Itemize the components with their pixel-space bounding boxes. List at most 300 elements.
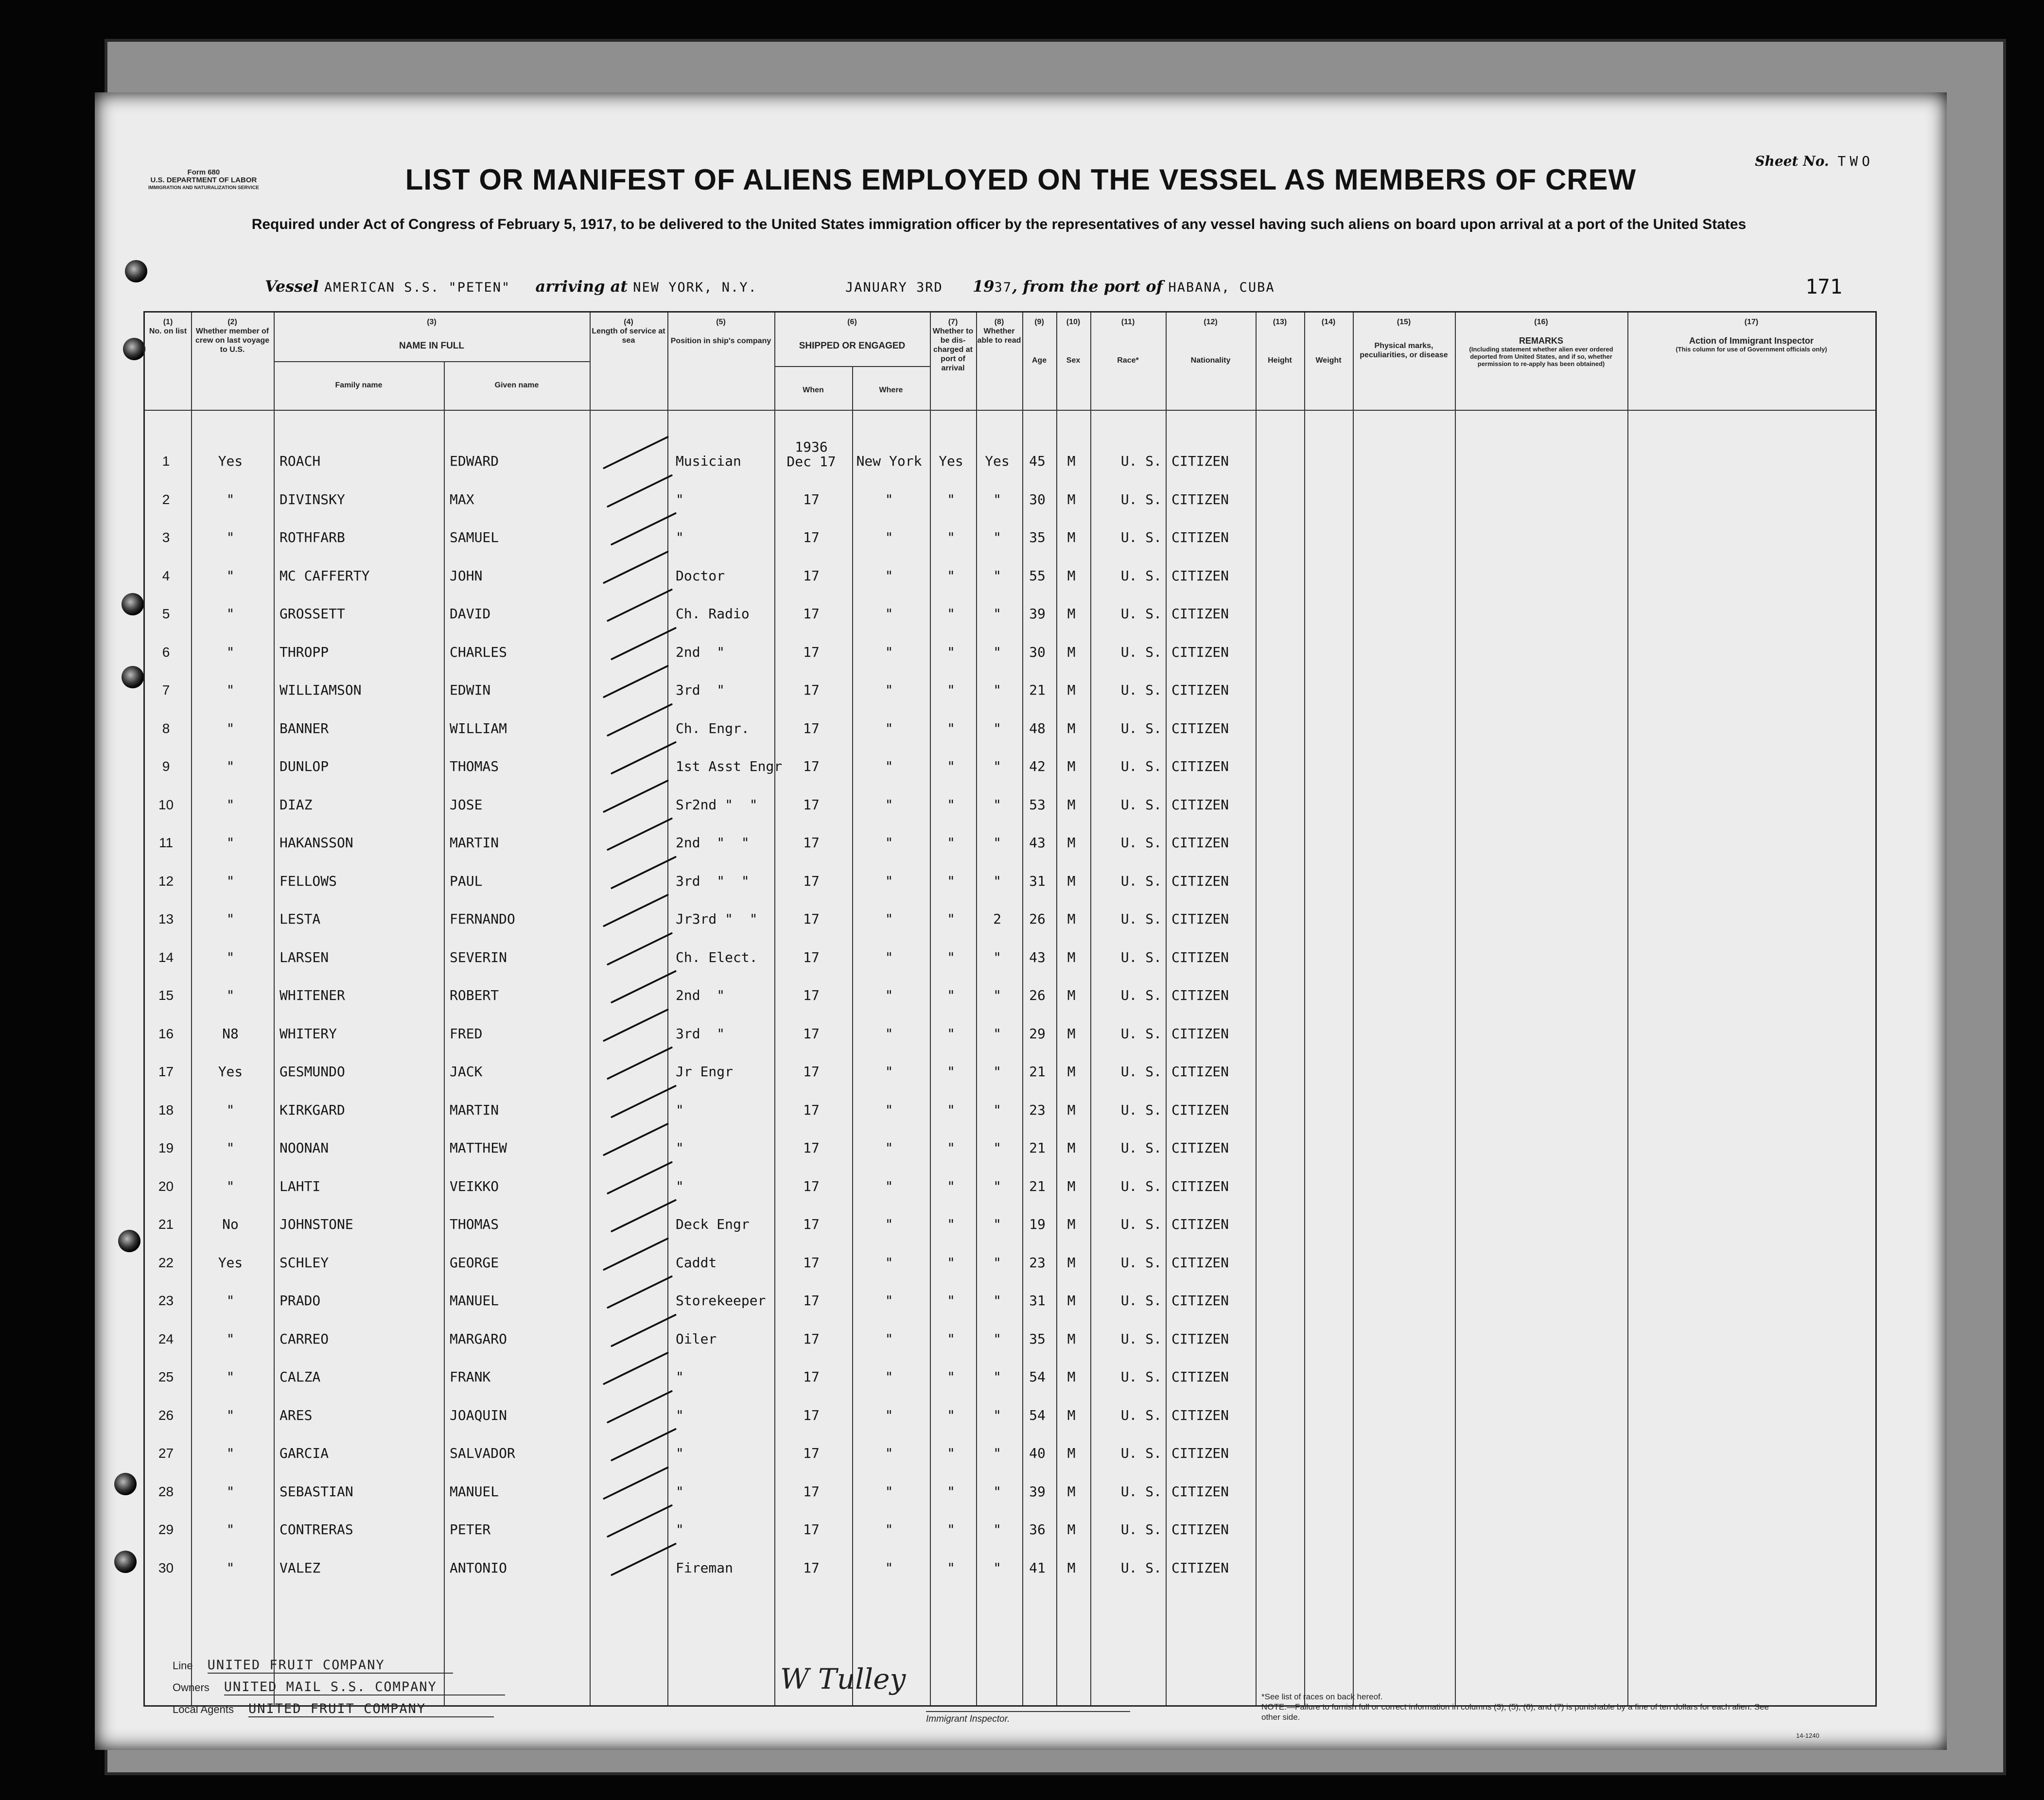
read-cell: " xyxy=(993,1330,1001,1347)
row-number: 21 xyxy=(158,1217,174,1232)
age-cell: 42 xyxy=(1029,758,1046,774)
shipped-when-cell: 17 xyxy=(803,949,820,965)
last-voyage-cell: " xyxy=(226,529,235,545)
shipped-where-cell: " xyxy=(885,1254,893,1271)
row-number: 18 xyxy=(158,1102,174,1118)
sex-cell: M xyxy=(1067,873,1076,889)
shipped-where-cell: " xyxy=(885,529,893,545)
shipped-when-cell: 17 xyxy=(803,1101,820,1118)
read-cell: " xyxy=(993,1521,1001,1538)
last-voyage-cell: No xyxy=(222,1216,239,1232)
binder-hole xyxy=(123,338,145,360)
age-cell: 54 xyxy=(1029,1369,1046,1385)
given-name-cell: FERNANDO xyxy=(450,911,515,927)
last-voyage-cell: " xyxy=(226,1483,235,1500)
shipped-when-cell: 17 xyxy=(803,1483,820,1500)
nationality-cell: CITIZEN xyxy=(1171,1445,1229,1461)
discharge-cell: " xyxy=(947,1178,955,1194)
last-voyage-cell: " xyxy=(226,1101,235,1118)
position-cell: Deck Engr xyxy=(676,1216,750,1232)
family-name-cell: LARSEN xyxy=(280,949,329,965)
last-voyage-cell: " xyxy=(226,606,235,622)
last-voyage-cell: " xyxy=(226,1559,235,1576)
shipped-when-cell: 17 xyxy=(803,1254,820,1271)
given-name-cell: MARGARO xyxy=(450,1330,507,1347)
table-row xyxy=(145,434,1875,472)
service-check-mark xyxy=(603,664,669,698)
read-cell: " xyxy=(993,682,1001,698)
table-row xyxy=(145,1426,1875,1464)
shipped-where-cell: " xyxy=(885,1025,893,1042)
family-name-cell: KIRKGARD xyxy=(280,1101,345,1118)
row-number: 24 xyxy=(158,1331,174,1346)
position-cell: " xyxy=(676,1445,684,1461)
last-voyage-cell: " xyxy=(226,1521,235,1538)
age-cell: 39 xyxy=(1029,606,1046,622)
last-voyage-cell: N8 xyxy=(222,1025,239,1042)
position-cell: Oiler xyxy=(676,1330,717,1347)
sheet-value: TWO xyxy=(1837,153,1874,169)
nationality-cell: CITIZEN xyxy=(1171,1407,1229,1423)
sex-cell: M xyxy=(1067,1254,1076,1271)
nationality-cell: CITIZEN xyxy=(1171,644,1229,660)
nationality-cell: CITIZEN xyxy=(1171,987,1229,1003)
sheet-label: Sheet No. xyxy=(1755,153,1829,169)
shipped-where-cell: " xyxy=(885,1178,893,1194)
service-check-mark xyxy=(603,550,669,584)
sex-cell: M xyxy=(1067,682,1076,698)
read-cell: " xyxy=(993,987,1001,1003)
service-check-mark xyxy=(603,779,669,813)
form-service: IMMIGRATION AND NATURALIZATION SERVICE xyxy=(148,185,259,191)
shipped-where-cell: " xyxy=(885,682,893,698)
last-voyage-cell: " xyxy=(226,720,235,736)
nationality-cell: CITIZEN xyxy=(1171,529,1229,545)
table-row xyxy=(145,854,1875,892)
race-cell: U. S. xyxy=(1120,1293,1162,1309)
race-cell: U. S. xyxy=(1120,491,1162,507)
table-row xyxy=(145,1159,1875,1197)
sex-cell: M xyxy=(1067,567,1076,584)
shipped-when-cell: 17 xyxy=(803,1216,820,1232)
row-number: 10 xyxy=(158,797,174,812)
race-cell: U. S. xyxy=(1120,453,1162,469)
discharge-cell: " xyxy=(947,529,955,545)
discharge-cell: " xyxy=(947,644,955,660)
vessel-label: Vessel xyxy=(265,277,319,296)
read-cell: " xyxy=(993,1064,1001,1080)
given-name-cell: ANTONIO xyxy=(450,1559,507,1576)
given-name-cell: EDWARD xyxy=(450,453,499,469)
family-name-cell: WHITERY xyxy=(280,1025,337,1042)
service-check-mark xyxy=(607,817,673,851)
col-header-9: (9) Age xyxy=(1031,318,1047,365)
form-number: Form 680 xyxy=(187,168,220,176)
table-row xyxy=(145,1045,1875,1083)
given-name-cell: DAVID xyxy=(450,606,491,622)
read-cell: " xyxy=(993,1025,1001,1042)
service-check-mark xyxy=(611,1428,677,1461)
shipped-where-cell: New York xyxy=(856,453,922,469)
nationality-cell: CITIZEN xyxy=(1171,453,1229,469)
discharge-cell: Yes xyxy=(939,453,963,469)
row-number: 7 xyxy=(162,682,170,698)
family-name-cell: HAKANSSON xyxy=(280,835,353,851)
service-check-mark xyxy=(607,1161,673,1194)
given-name-cell: EDWIN xyxy=(450,682,491,698)
col-header-13: (13) Height xyxy=(1268,318,1292,365)
service-check-mark xyxy=(603,1008,669,1042)
table-row xyxy=(145,968,1875,1006)
shipped-when-cell: 17 xyxy=(803,644,820,660)
position-cell: 2nd " xyxy=(676,644,725,660)
row-number: 9 xyxy=(162,759,170,774)
nationality-cell: CITIZEN xyxy=(1171,1483,1229,1500)
service-check-mark xyxy=(611,1542,677,1576)
given-name-cell: PETER xyxy=(450,1521,491,1538)
race-cell: U. S. xyxy=(1120,529,1162,545)
family-name-cell: CONTRERAS xyxy=(280,1521,353,1538)
service-check-mark xyxy=(603,893,669,927)
family-name-cell: NOONAN xyxy=(280,1140,329,1156)
sex-cell: M xyxy=(1067,1330,1076,1347)
given-name-cell: MANUEL xyxy=(450,1483,499,1500)
nationality-cell: CITIZEN xyxy=(1171,1101,1229,1118)
table-row xyxy=(145,625,1875,663)
page-number: 171 xyxy=(1805,275,1842,298)
service-check-mark xyxy=(607,1390,673,1423)
family-name-cell: WHITENER xyxy=(280,987,345,1003)
sex-cell: M xyxy=(1067,453,1076,469)
family-name-cell: BANNER xyxy=(280,720,329,736)
shipped-where-cell: " xyxy=(885,1140,893,1156)
row-number: 25 xyxy=(158,1369,174,1384)
age-cell: 35 xyxy=(1029,1330,1046,1347)
shipped-where-cell: " xyxy=(885,1293,893,1309)
shipped-when-cell: 17 xyxy=(803,720,820,736)
race-cell: U. S. xyxy=(1120,1216,1162,1232)
discharge-cell: " xyxy=(947,1559,955,1576)
position-cell: 1st Asst Engr xyxy=(676,758,783,774)
read-cell: " xyxy=(993,720,1001,736)
footer-line-value: UNITED FRUIT COMPANY xyxy=(208,1658,453,1674)
from-label: from the port of xyxy=(1023,277,1163,296)
age-cell: 35 xyxy=(1029,529,1046,545)
table-row xyxy=(145,549,1875,587)
last-voyage-cell: " xyxy=(226,567,235,584)
race-cell: U. S. xyxy=(1120,1178,1162,1194)
table-row xyxy=(145,701,1875,739)
read-cell: " xyxy=(993,1178,1001,1194)
race-cell: U. S. xyxy=(1120,720,1162,736)
sex-cell: M xyxy=(1067,758,1076,774)
read-cell: " xyxy=(993,606,1001,622)
row-number: 1 xyxy=(162,454,170,469)
position-cell: " xyxy=(676,1140,684,1156)
family-name-cell: PRADO xyxy=(280,1293,321,1309)
row-number: 13 xyxy=(158,911,174,926)
read-cell: " xyxy=(993,1254,1001,1271)
sex-cell: M xyxy=(1067,491,1076,507)
age-cell: 53 xyxy=(1029,796,1046,813)
given-name-cell: CHARLES xyxy=(450,644,507,660)
col-header-3: (3) NAME IN FULL xyxy=(399,318,465,351)
read-cell: " xyxy=(993,1369,1001,1385)
given-name-cell: MATTHEW xyxy=(450,1140,507,1156)
age-cell: 36 xyxy=(1029,1521,1046,1538)
row-number: 30 xyxy=(158,1560,174,1575)
table-row xyxy=(145,1388,1875,1426)
position-cell: " xyxy=(676,1369,684,1385)
read-cell: " xyxy=(993,1140,1001,1156)
race-cell: U. S. xyxy=(1120,1140,1162,1156)
last-voyage-cell: " xyxy=(226,491,235,507)
sex-cell: M xyxy=(1067,1025,1076,1042)
age-cell: 41 xyxy=(1029,1559,1046,1576)
footer-agents: Local Agents UNITED FRUIT COMPANY xyxy=(173,1701,494,1716)
service-check-mark xyxy=(607,1046,673,1080)
row-number: 29 xyxy=(158,1522,174,1537)
shipped-where-cell: " xyxy=(885,491,893,507)
row-number: 26 xyxy=(158,1407,174,1423)
col-header-2: (2) Whether member of crew on last voyage to U.S. xyxy=(195,318,270,354)
race-note: *See list of races on back hereof. xyxy=(1261,1692,1383,1701)
position-cell: " xyxy=(676,1407,684,1423)
page-title: LIST OR MANIFEST OF ALIENS EMPLOYED ON THE VESSEL AS MEMBERS OF CREW xyxy=(405,163,1637,196)
discharge-cell: " xyxy=(947,1407,955,1423)
position-cell: 2nd " " xyxy=(676,835,750,851)
nationality-cell: CITIZEN xyxy=(1171,720,1229,736)
family-name-cell: DUNLOP xyxy=(280,758,329,774)
year-suffix: 37 xyxy=(994,280,1012,295)
table-row xyxy=(145,1503,1875,1540)
nationality-cell: CITIZEN xyxy=(1171,491,1229,507)
discharge-cell: " xyxy=(947,1293,955,1309)
last-voyage-cell: Yes xyxy=(218,1254,243,1271)
shipped-when-cell: 17 xyxy=(803,567,820,584)
position-cell: Storekeeper xyxy=(676,1293,766,1309)
col-header-3a: Family name xyxy=(335,381,383,389)
race-cell: U. S. xyxy=(1120,1369,1162,1385)
form-code: 14-1240 xyxy=(1796,1732,1819,1739)
age-cell: 23 xyxy=(1029,1101,1046,1118)
given-name-cell: JOAQUIN xyxy=(450,1407,507,1423)
sex-cell: M xyxy=(1067,606,1076,622)
nationality-cell: CITIZEN xyxy=(1171,1025,1229,1042)
age-cell: 21 xyxy=(1029,682,1046,698)
race-cell: U. S. xyxy=(1120,644,1162,660)
discharge-cell: " xyxy=(947,1101,955,1118)
vessel-name: AMERICAN S.S. "PETEN" xyxy=(324,280,511,295)
last-voyage-cell: " xyxy=(226,835,235,851)
table-row xyxy=(145,1236,1875,1274)
nationality-cell: CITIZEN xyxy=(1171,1140,1229,1156)
age-cell: 39 xyxy=(1029,1483,1046,1500)
table-row xyxy=(145,930,1875,968)
discharge-cell: " xyxy=(947,567,955,584)
sex-cell: M xyxy=(1067,720,1076,736)
shipped-where-cell: " xyxy=(885,873,893,889)
discharge-cell: " xyxy=(947,949,955,965)
sex-cell: M xyxy=(1067,1407,1076,1423)
read-cell: 2 xyxy=(993,911,1001,927)
table-row xyxy=(145,892,1875,930)
shipped-where-cell: " xyxy=(885,567,893,584)
shipped-where-cell: " xyxy=(885,1330,893,1347)
sex-cell: M xyxy=(1067,1369,1076,1385)
family-name-cell: FELLOWS xyxy=(280,873,337,889)
shipped-when-cell: 17 xyxy=(803,1445,820,1461)
race-cell: U. S. xyxy=(1120,835,1162,851)
sex-cell: M xyxy=(1067,1101,1076,1118)
age-cell: 55 xyxy=(1029,567,1046,584)
service-check-mark xyxy=(611,1313,677,1347)
shipped-when-cell: 17 xyxy=(803,1559,820,1576)
age-cell: 54 xyxy=(1029,1407,1046,1423)
last-voyage-cell: " xyxy=(226,682,235,698)
discharge-cell: " xyxy=(947,911,955,927)
last-voyage-cell: " xyxy=(226,987,235,1003)
sex-cell: M xyxy=(1067,529,1076,545)
sex-cell: M xyxy=(1067,796,1076,813)
age-cell: 43 xyxy=(1029,949,1046,965)
sex-cell: M xyxy=(1067,1483,1076,1500)
col-header-6: (6) SHIPPED OR ENGAGED xyxy=(799,318,906,351)
race-cell: U. S. xyxy=(1120,567,1162,584)
shipped-when-cell: 17 xyxy=(803,1369,820,1385)
given-name-cell: JOHN xyxy=(450,567,483,584)
read-cell: " xyxy=(993,1445,1001,1461)
given-name-cell: THOMAS xyxy=(450,1216,499,1232)
race-cell: U. S. xyxy=(1120,606,1162,622)
family-name-cell: THROPP xyxy=(280,644,329,660)
read-cell: " xyxy=(993,796,1001,813)
shipped-where-cell: " xyxy=(885,758,893,774)
discharge-cell: " xyxy=(947,606,955,622)
discharge-cell: " xyxy=(947,1025,955,1042)
age-cell: 31 xyxy=(1029,873,1046,889)
discharge-cell: " xyxy=(947,987,955,1003)
penalty-note: NOTE.—Failure to furnish full or correct information in columns (3), (5), (6), and (7) is punishable by a fine of ten dollars for each alien. See other side. xyxy=(1261,1702,1769,1722)
shipped-where-cell: " xyxy=(885,1407,893,1423)
discharge-cell: " xyxy=(947,1330,955,1347)
service-check-mark xyxy=(611,741,677,774)
service-check-mark xyxy=(607,1504,673,1538)
race-cell: U. S. xyxy=(1120,1445,1162,1461)
shipped-when-cell: 17 xyxy=(803,1178,820,1194)
given-name-cell: PAUL xyxy=(450,873,483,889)
position-cell: 3rd " xyxy=(676,682,725,698)
last-voyage-cell: Yes xyxy=(218,1064,243,1080)
last-voyage-cell: " xyxy=(226,911,235,927)
read-cell: " xyxy=(993,758,1001,774)
binder-hole xyxy=(125,260,147,282)
given-name-cell: ROBERT xyxy=(450,987,499,1003)
col-header-17: (17) Action of Immigrant Inspector (This column for use of Government officials only) xyxy=(1676,318,1827,353)
last-voyage-cell: " xyxy=(226,644,235,660)
position-cell: " xyxy=(676,1521,684,1538)
position-cell: " xyxy=(676,491,684,507)
binder-hole xyxy=(118,1230,140,1252)
race-cell: U. S. xyxy=(1120,949,1162,965)
nationality-cell: CITIZEN xyxy=(1171,1293,1229,1309)
nationality-cell: CITIZEN xyxy=(1171,1521,1229,1538)
position-cell: Ch. Engr. xyxy=(676,720,750,736)
discharge-cell: " xyxy=(947,1064,955,1080)
table-row xyxy=(145,663,1875,701)
position-cell: Caddt xyxy=(676,1254,717,1271)
family-name-cell: DIVINSKY xyxy=(280,491,345,507)
read-cell: " xyxy=(993,1407,1001,1423)
age-cell: 30 xyxy=(1029,491,1046,507)
nationality-cell: CITIZEN xyxy=(1171,1178,1229,1194)
table-row xyxy=(145,510,1875,548)
shipped-where-cell: " xyxy=(885,606,893,622)
sex-cell: M xyxy=(1067,987,1076,1003)
nationality-cell: CITIZEN xyxy=(1171,873,1229,889)
position-cell: Jr Engr xyxy=(676,1064,734,1080)
table-row xyxy=(145,1083,1875,1121)
family-name-cell: JOHNSTONE xyxy=(280,1216,353,1232)
last-voyage-cell: " xyxy=(226,949,235,965)
given-name-cell: MAX xyxy=(450,491,474,507)
nationality-cell: CITIZEN xyxy=(1171,606,1229,622)
shipped-when-cell: 17 xyxy=(803,911,820,927)
family-name-cell: CALZA xyxy=(280,1369,321,1385)
table-row xyxy=(145,587,1875,625)
arrival-date: JANUARY 3RD xyxy=(845,280,943,295)
last-voyage-cell: Yes xyxy=(218,453,243,469)
discharge-cell: " xyxy=(947,491,955,507)
shipped-where-cell: " xyxy=(885,644,893,660)
family-name-cell: WILLIAMSON xyxy=(280,682,362,698)
race-cell: U. S. xyxy=(1120,911,1162,927)
given-name-cell: SALVADOR xyxy=(450,1445,515,1461)
discharge-cell: " xyxy=(947,835,955,851)
last-voyage-cell: " xyxy=(226,1178,235,1194)
position-cell: Ch. Radio xyxy=(676,606,750,622)
race-cell: U. S. xyxy=(1120,758,1162,774)
position-cell: Jr3rd " " xyxy=(676,911,758,927)
col-header-7: (7) Whether to be dis-charged at port of arrival xyxy=(932,318,974,372)
row-number: 11 xyxy=(158,835,174,850)
read-cell: " xyxy=(993,835,1001,851)
race-cell: U. S. xyxy=(1120,1101,1162,1118)
read-cell: " xyxy=(993,1216,1001,1232)
col-header-4: (4) Length of service at sea xyxy=(592,318,665,345)
shipped-where-cell: " xyxy=(885,1216,893,1232)
age-cell: 31 xyxy=(1029,1293,1046,1309)
read-cell: " xyxy=(993,567,1001,584)
header-divider xyxy=(145,410,1875,411)
service-check-mark xyxy=(611,1199,677,1232)
year-prefix: 19 xyxy=(972,277,995,296)
race-cell: U. S. xyxy=(1120,1064,1162,1080)
row-number: 20 xyxy=(158,1178,174,1194)
given-name-cell: FRED xyxy=(450,1025,483,1042)
age-cell: 26 xyxy=(1029,911,1046,927)
row-number: 8 xyxy=(162,720,170,736)
discharge-cell: " xyxy=(947,1445,955,1461)
shipped-when-cell: 17 xyxy=(803,491,820,507)
nationality-cell: CITIZEN xyxy=(1171,1369,1229,1385)
last-voyage-cell: " xyxy=(226,1293,235,1309)
discharge-cell: " xyxy=(947,1521,955,1538)
service-check-mark xyxy=(607,1275,673,1309)
footer-line: Line UNITED FRUIT COMPANY xyxy=(173,1658,453,1673)
service-check-mark xyxy=(603,1351,669,1385)
given-name-cell: JACK xyxy=(450,1064,483,1080)
